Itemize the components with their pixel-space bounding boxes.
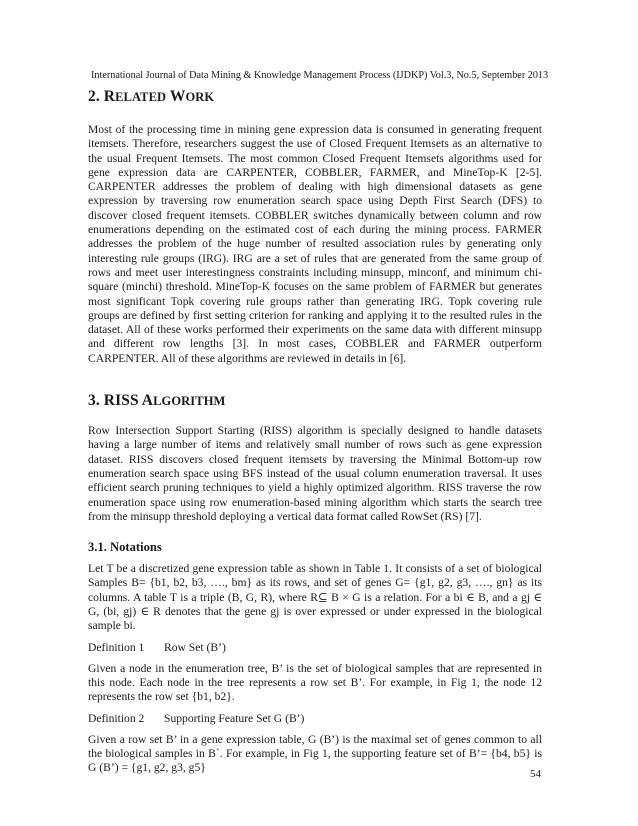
running-header: International Journal of Data Mining & Knowledge Management Process (IJDKP) Vol.3, No.5, September 2013 <box>91 70 549 81</box>
definition-1-heading <box>88 641 542 655</box>
section-2-heading-part-b: ORK <box>185 90 215 104</box>
definition-1-text: Given a node in the enumeration tree, B’ is the set of biological samples that are represented in this node. Each node in the tree represents a row set B’. For example, in Fig 1, the node 12 represents the row set {b1, b2}. <box>88 661 542 704</box>
section-3-heading-part-b: LGORITHM <box>153 394 226 409</box>
section-2-heading-number: 2. R <box>88 88 116 105</box>
section-2-heading-space: W <box>166 88 186 105</box>
definition-2-heading <box>88 712 542 726</box>
section-2-heading <box>88 88 542 106</box>
section-3-paragraph: Row Intersection Support Starting (RISS) algorithm is specially designed to handle datasets having a large number of items and relatively small number of rows such as gene expression dataset. RISS discovers closed frequent itemsets by traversing the Minimal Bottom-up row enumeration search space using BFS instead of the usual column enumeration traversal. It uses efficient search pruning techniques to yield a highly optimized algorithm. RISS traverse the row enumeration space using row enumeration-based mining algorithm which starts the search tree from the minsupp threshold deploying a vertical data format called RowSet (RS) [7]. <box>88 424 542 523</box>
section-3-1-heading: 3.1. Notations <box>88 540 162 555</box>
section-2-heading-part-a: ELATED <box>115 90 167 104</box>
section-2-paragraph: Most of the processing time in mining gene expression data is consumed in generating frequent itemsets. Therefore, researchers suggest the use of Closed Frequent Itemsets as an alternative to the usual Frequent Itemsets. The most common Closed Frequent Itemsets algorithms used for gene expression data are CARPENTER, COBBLER, FARMER, and MineTop-K [2-5]. CARPENTER addresses the problem of dealing with high dimensional datasets as gene expression by traversing row enumeration search space using Depth First Search (DFS) to discover closed frequent itemsets. COBBLER switches dynamically between column and row enumerations depending on the estimated cost of each during the mining process. FARMER addresses the problem of the huge number of resulted association rules by generating only interesting rule groups (IRG). IRG are a set of rules that are generated from the same group of rows and meet user interestingness constraints including minsupp, minconf, and minimum chi-square (minchi) threshold. MineTop-K focuses on the same problem of FARMER but generates most significant Topk covering rule groups rather than generating IRG. Topk covering rule groups are defined by first setting criterion for ranking and applying it to the resulted rules in the dataset. All of these works performed their experiments on the same data with different minsupp and different row lengths [3]. In most cases, COBBLER and FARMER outperform CARPENTER. All of these algorithms are reviewed in details in [6]. <box>88 123 542 365</box>
section-3-heading <box>88 392 542 410</box>
page-content <box>88 88 542 775</box>
notations-paragraph: Let T be a discretized gene expression table as shown in Table 1. It consists of a set of biological Samples B= {b1, b2, b3, …., bm} as its rows, and set of genes G= {g1, g2, g3, …., gn} as its columns. A table T is a triple (B, G, R), where R⊆ B × G is a relation. For a bi ∈ B, and a gj ∈ G, (bi, gj) ∈ R denotes that the gene gj is over expressed or under expressed in the biological sample bi. <box>88 562 542 633</box>
page-number: 54 <box>530 768 541 780</box>
section-3-heading-part-a: 3. RISS A <box>88 392 154 410</box>
definition-1-label: Definition 1 <box>88 640 145 654</box>
definition-2-name: Supporting Feature Set G (B’) <box>164 711 305 725</box>
definition-2-text: Given a row set B’ in a gene expression table, G (B’) is the maximal set of genes common to all the biological samples in B`. For example, in Fig 1, the supporting feature set of B’= {b4, b5} is G (B’) = {g1, g2, g3, g5} <box>88 732 542 775</box>
definition-2-label: Definition 2 <box>88 711 145 725</box>
definition-1-name: Row Set (B’) <box>164 640 226 654</box>
